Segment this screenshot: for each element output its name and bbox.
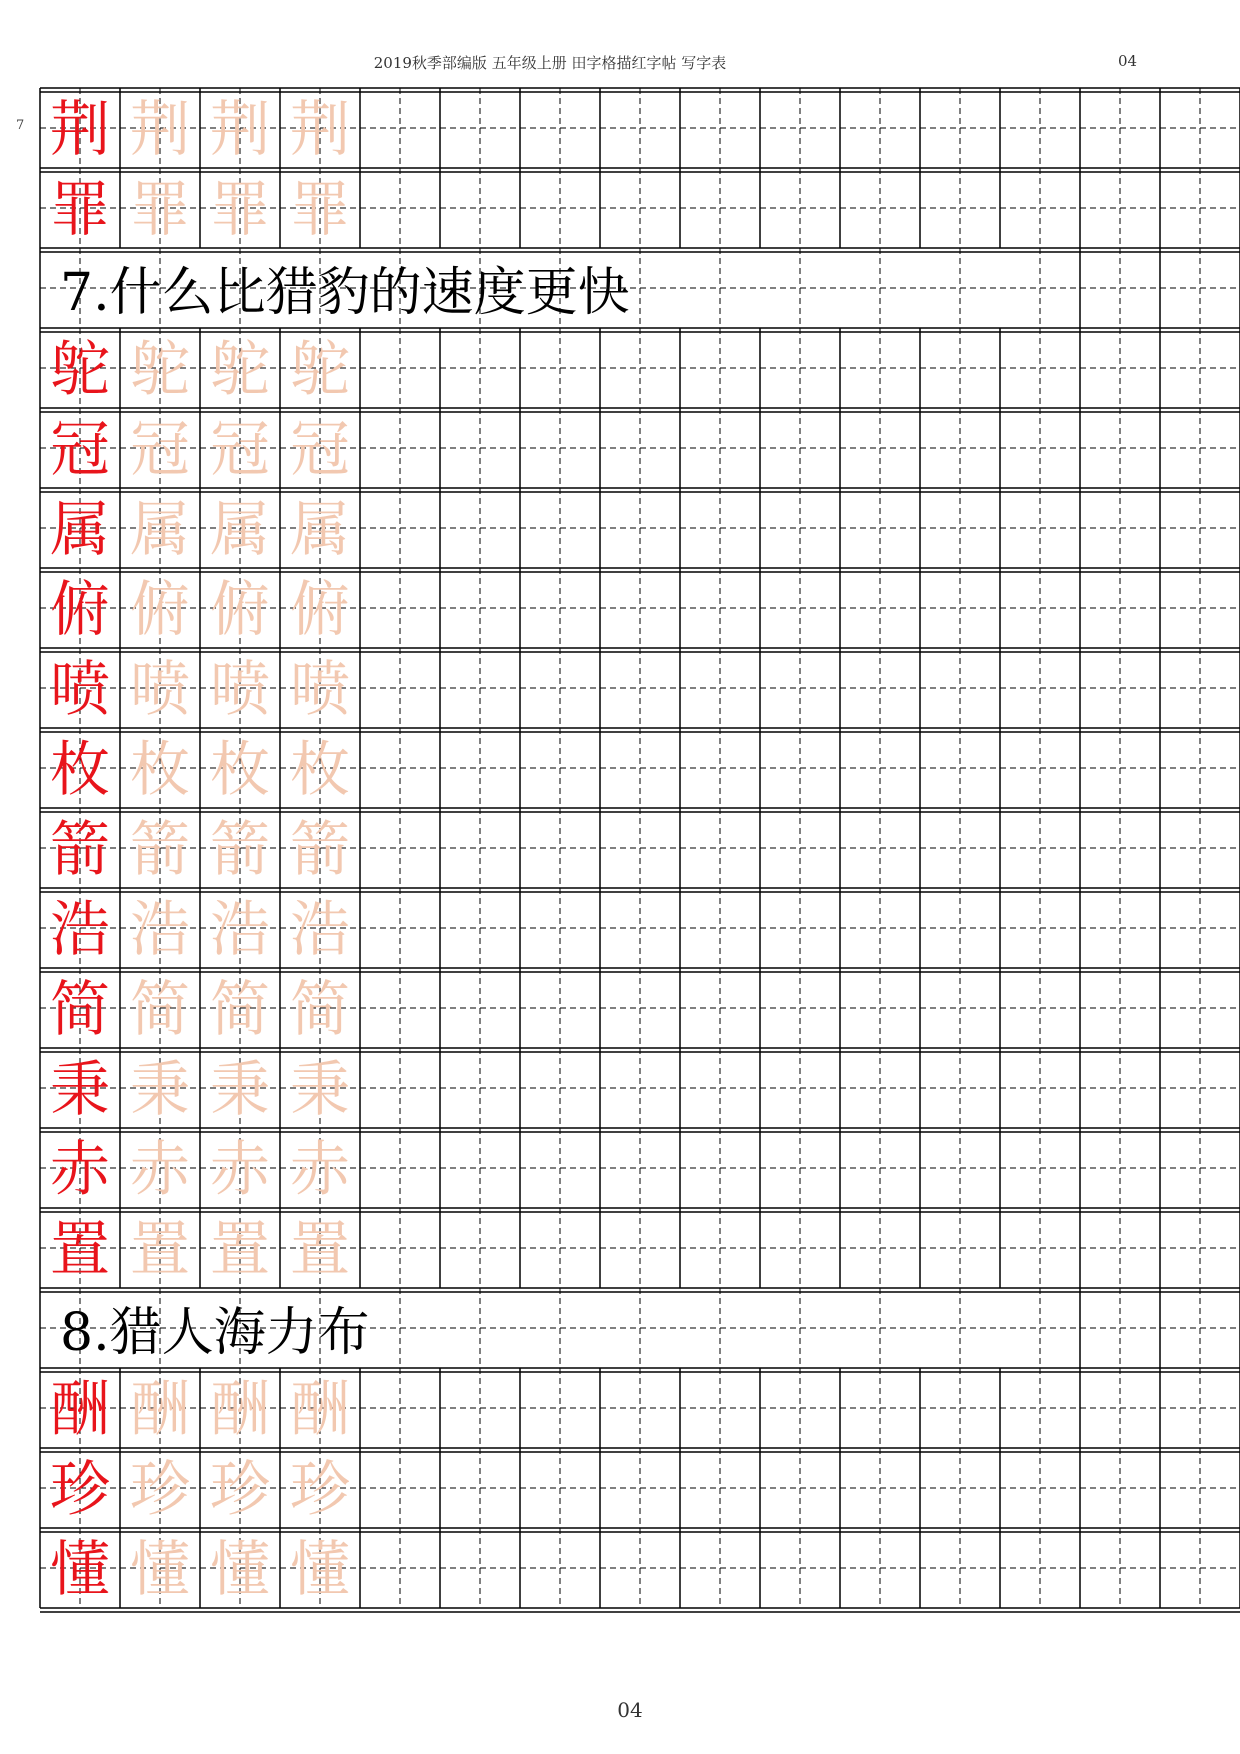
footer-page-number: 04 [617, 1698, 643, 1722]
trace-character: 喷 [290, 655, 350, 725]
trace-character: 罪 [210, 175, 270, 245]
trace-character: 冠 [210, 415, 270, 485]
trace-character: 酬 [290, 1375, 350, 1445]
trace-character: 珍 [290, 1455, 350, 1525]
trace-character: 酬 [210, 1375, 270, 1445]
model-character: 属 [50, 495, 110, 565]
model-character: 鸵 [50, 335, 110, 405]
trace-character: 置 [210, 1215, 270, 1285]
trace-character: 荆 [130, 95, 190, 165]
trace-character: 属 [290, 495, 350, 565]
trace-character: 鸵 [290, 335, 350, 405]
model-character: 俯 [50, 575, 110, 645]
trace-character: 荆 [290, 95, 350, 165]
model-character: 罪 [50, 175, 110, 245]
model-character: 冠 [50, 415, 110, 485]
model-character: 珍 [50, 1455, 110, 1525]
model-character: 置 [50, 1215, 110, 1285]
model-character: 箭 [50, 815, 110, 885]
model-character: 枚 [50, 735, 110, 805]
trace-character: 酬 [130, 1375, 190, 1445]
trace-character: 箭 [290, 815, 350, 885]
trace-character: 枚 [130, 735, 190, 805]
trace-character: 秉 [130, 1055, 190, 1125]
model-character: 喷 [50, 655, 110, 725]
model-character: 荆 [50, 95, 110, 165]
trace-character: 赤 [130, 1135, 190, 1205]
model-character: 赤 [50, 1135, 110, 1205]
lesson-title: 7.什么比猎豹的速度更快 [60, 263, 630, 323]
trace-character: 懂 [290, 1535, 350, 1605]
trace-character: 珍 [130, 1455, 190, 1525]
header-page-number: 04 [1118, 52, 1138, 70]
lesson-title: 8.猎人海力布 [60, 1303, 370, 1363]
trace-character: 俯 [130, 575, 190, 645]
trace-character: 置 [290, 1215, 350, 1285]
trace-character: 喷 [130, 655, 190, 725]
trace-character: 浩 [130, 895, 190, 965]
trace-character: 罪 [290, 175, 350, 245]
trace-character: 喷 [210, 655, 270, 725]
trace-character: 鸵 [210, 335, 270, 405]
model-character: 酬 [50, 1375, 110, 1445]
trace-character: 秉 [290, 1055, 350, 1125]
page-header-title: 2019秋季部编版 五年级上册 田字格描红字帖 写字表 [373, 54, 727, 72]
trace-character: 罪 [130, 175, 190, 245]
trace-character: 浩 [210, 895, 270, 965]
model-character: 秉 [50, 1055, 110, 1125]
trace-character: 属 [130, 495, 190, 565]
trace-character: 简 [210, 975, 270, 1045]
trace-character: 简 [130, 975, 190, 1045]
trace-character: 枚 [210, 735, 270, 805]
model-character: 浩 [50, 895, 110, 965]
trace-character: 简 [290, 975, 350, 1045]
trace-character: 浩 [290, 895, 350, 965]
trace-character: 懂 [130, 1535, 190, 1605]
trace-character: 珍 [210, 1455, 270, 1525]
trace-character: 赤 [290, 1135, 350, 1205]
model-character: 简 [50, 975, 110, 1045]
trace-character: 枚 [290, 735, 350, 805]
model-character: 懂 [50, 1535, 110, 1605]
trace-character: 箭 [130, 815, 190, 885]
trace-character: 冠 [130, 415, 190, 485]
trace-character: 懂 [210, 1535, 270, 1605]
trace-character: 秉 [210, 1055, 270, 1125]
trace-character: 赤 [210, 1135, 270, 1205]
trace-character: 箭 [210, 815, 270, 885]
trace-character: 荆 [210, 95, 270, 165]
trace-character: 冠 [290, 415, 350, 485]
trace-character: 置 [130, 1215, 190, 1285]
side-mark: 7 [16, 118, 25, 133]
trace-character: 俯 [290, 575, 350, 645]
trace-character: 俯 [210, 575, 270, 645]
trace-character: 属 [210, 495, 270, 565]
trace-character: 鸵 [130, 335, 190, 405]
